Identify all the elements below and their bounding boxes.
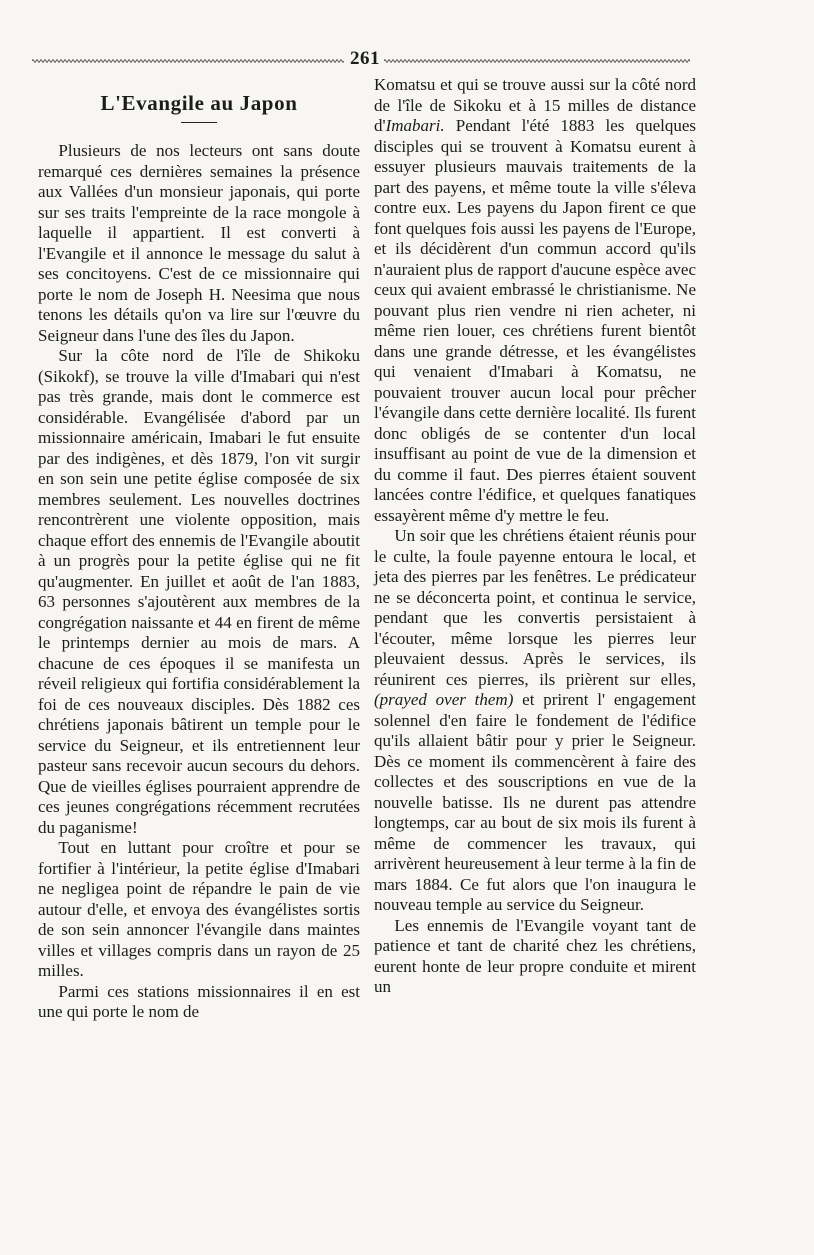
paragraph — [374, 75, 696, 526]
paragraph — [374, 526, 696, 916]
text-span: Komatsu et qui se trouve aussi sur la côté nord de l'île de Sikoku et à 15 milles de distance d' — [374, 75, 696, 135]
text-span: et prirent l' engagement solennel d'en faire le fondement de l'édifice qu'ils allaient bâtir pour y prier le Seigneur. Dès ce moment ils commencèrent à faire des collectes et des souscriptions en vue de la nouvelle batisse. Ils ne durent pas attendre longtemps, car au bout de six mois ils furent à même de commencer les travaux, qui arrivèrent heureusement à leur terme à la fin de mars 1884. Ce fut alors que l'on inaugura le nouveau temple au service du Seigneur. — [374, 690, 697, 914]
left-column — [38, 76, 360, 1023]
italic-text: Imabari. — [385, 116, 445, 135]
title-rule — [181, 122, 217, 123]
text-span: Pendant l'été 1883 les quelques disciples qui se trouvent à Komatsu eurent à essuyer plusieurs mauvais traitements de la part des payens, et même toute la ville s'éleva contre eux. Les payens du Japon firent ce que font quelques fois aussi les payens de l'Europe, et ils décidèrent d'un commun accord qu'ils n'auraient plus de rapport d'aucune espèce avec ceux qui avaient embrassé le christianisme. Ne pouvant plus rien vendre ni rien acheter, ni même rien louer, ces chrétiens furent bientôt dans une grande détresse, et les évangélistes qui venaient d'Imabari à Komatsu, ne pouvaient trouver aucun local pour prêcher l'évangile dans cette dernière localité. Ils furent donc obligés de se contenter d'un local insuffisant au point de vue de la dimension et du comme il faut. Des pierres étaient souvent lancées contre l'édifice, et quelques fanatiques essayèrent même d'y mettre le feu. — [374, 116, 696, 525]
page-header — [32, 48, 692, 70]
paragraph: Parmi ces stations missionnaires il en est une qui porte le nom de — [38, 981, 360, 1021]
header-ornament-left — [32, 58, 344, 64]
paragraph: Tout en luttant pour croître et pour se fortifier à l'intérieur, la petite église d'Imabari ne negligea point de répandre le pain de vie autour d'elle, et envoya des évangélistes sortis de son sein annoncer l'évangile dans maintes villes et villages compris dans un rayon de 25 milles. — [38, 838, 360, 980]
page-number: 261 — [350, 48, 380, 69]
article-title: L'Evangile au Japon — [100, 91, 298, 115]
text-span: Les ennemis de l'Evangile voyant tant de patience et tant de charité chez les chrétiens, eurent honte de leur propre conduite et mirent un — [374, 915, 696, 996]
text-span: Un soir que les chrétiens étaient réunis pour le culte, la foule payenne entoura le local, et jeta des pierres par les fenêtres. Le prédicateur ne se déconcerta point, et continua le service, pendant que les convertis persistaient à l'écouter, même lorsque les pierres leur pleuvaient dessus. Après le services, ils réunirent ces pierres, ils prièrent sur elles, — [374, 526, 696, 689]
italic-text: (prayed over them) — [374, 690, 514, 709]
wave-line — [32, 60, 344, 63]
wave-line — [384, 60, 690, 63]
paragraph — [374, 916, 696, 998]
paragraph: Sur la côte nord de l'île de Shikoku (Sikokf), se trouve la ville d'Imabari qui n'est pas très grande, mais dont le commerce est considérable. Evangélisée d'abord par un missionnaire américain, Imabari le fut ensuite par des indigènes, et dès 1879, l'on vit surgir en son sein une petite église composée de six membres seulement. Les nouvelles doctrines rencontrèrent une violente opposition, mais chaque effort des ennemis de l'Evangile aboutit à un progrès pour la petite église qui ne fit qu'augmenter. En juillet et août de l'an 1883, 63 personnes s'ajoutèrent aux membres de la congrégation naissante et 44 en firent de même le printemps dernier au mois de mars. A chacune de ces époques il se manifesta un réveil religieux qui fortifia considérablement la foi de ces nouveaux disciples. Dès 1882 ces chrétiens japonais bâtirent un temple pour le service du Seigneur, et ils entretiennent leur pasteur sans recevoir aucun secours du dehors. Que de vieilles églises pourraient apprendre de ces jeunes congrégations récemment recrutées du paganisme! — [38, 346, 360, 837]
paragraph: Plusieurs de nos lecteurs ont sans doute remarqué ces dernières semaines la présence aux Vallées d'un monsieur japonais, qui porte sur ses traits l'empreinte de la race mongole à laquelle il appartient. Il est converti à l'Evangile et il annonce le message du salut à ses concitoyens. C'est de ce missionnaire qui porte le nom de Joseph H. Neesima que nous tenons les détails qu'on va lire sur l'œuvre du Seigneur dans l'une des îles du Japon. — [38, 141, 360, 345]
header-ornament-right — [384, 58, 690, 64]
right-column — [374, 75, 696, 998]
